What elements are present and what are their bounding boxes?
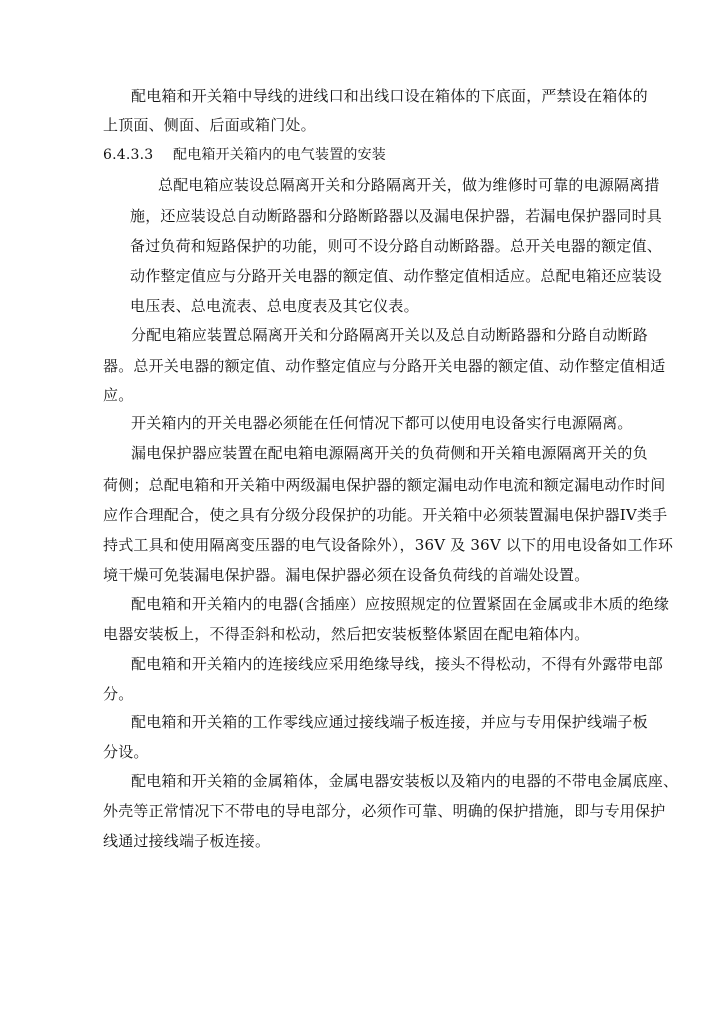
- paragraph-4-line-1: 开关箱内的开关电器必须能在任何情况下都可以使用电设备实行电源隔离。: [131, 414, 633, 432]
- paragraph-3-line-3: 应。: [103, 386, 134, 404]
- paragraph-9-line-2: 外壳等正常情况下不带电的导电部分，必须作可靠、明确的保护措施，即与专用保护: [103, 802, 666, 820]
- paragraph-6-line-2: 电器安装板上，不得歪斜和松动，然后把安装板整体紧固在配电箱体内。: [103, 625, 590, 643]
- paragraph-6-line-1: 配电箱和开关箱内的电器(含插座）应按照规定的位置紧固在金属或非木质的绝缘: [131, 595, 670, 613]
- paragraph-1-line-2: 上顶面、侧面、后面或箱门处。: [103, 116, 316, 134]
- section-number: 6.4.3.3: [103, 147, 154, 163]
- paragraph-2-line-5: 电压表、总电流表、总电度表及其它仪表。: [130, 297, 419, 315]
- paragraph-5-line-1: 漏电保护器应装置在配电箱电源隔离开关的负荷侧和开关箱电源隔离开关的负: [131, 444, 648, 462]
- paragraph-5-line-4: 持式工具和使用隔离变压器的电气设备除外），36V 及 36V 以下的用电设备如工作环: [103, 536, 674, 554]
- section-title: 配电箱开关箱内的电气装置的安装: [173, 147, 386, 163]
- paragraph-2-line-1: 总配电箱应装设总隔离开关和分路隔离开关，做为维修时可靠的电源隔离措: [158, 176, 660, 194]
- paragraph-5-line-5: 境干燥可免装漏电保护器。漏电保护器必须在设备负荷线的首端处设置。: [103, 566, 590, 584]
- paragraph-5-line-2: 荷侧；总配电箱和开关箱中两级漏电保护器的额定漏电动作电流和额定漏电动作时间: [103, 476, 666, 494]
- paragraph-3-line-1: 分配电箱应装置总隔离开关和分路隔离开关以及总自动断路器和分路自动断路: [131, 326, 648, 344]
- paragraph-7-line-2: 分。: [103, 685, 134, 703]
- paragraph-8-line-2: 分设。: [103, 743, 149, 761]
- paragraph-5-line-3: 应作合理配合，使之具有分级分段保护的功能。开关箱中必须装置漏电保护器IV类手: [103, 506, 668, 524]
- paragraph-2-line-4: 动作整定值应与分路开关电器的额定值、动作整定值相适应。总配电箱还应装设: [130, 267, 663, 285]
- paragraph-8-line-1: 配电箱和开关箱的工作零线应通过接线端子板连接，并应与专用保护线端子板: [131, 713, 648, 731]
- paragraph-9-line-3: 线通过接线端子板连接。: [103, 832, 271, 850]
- paragraph-2-line-3: 备过负荷和短路保护的功能，则可不设分路自动断路器。总开关电器的额定值、: [130, 237, 663, 255]
- paragraph-1-line-1: 配电箱和开关箱中导线的进线口和出线口设在箱体的下底面，严禁设在箱体的: [131, 87, 648, 105]
- paragraph-2-line-2: 施，还应装设总自动断路器和分路断路器以及漏电保护器，若漏电保护器同时具: [130, 207, 663, 225]
- paragraph-3-line-2: 器。总开关电器的额定值、动作整定值应与分路开关电器的额定值、动作整定值相适: [103, 357, 666, 375]
- paragraph-9-line-1: 配电箱和开关箱的金属箱体，金属电器安装板以及箱内的电器的不带电金属底座、: [131, 772, 679, 790]
- paragraph-7-line-1: 配电箱和开关箱内的连接线应采用绝缘导线，接头不得松动，不得有外露带电部: [131, 655, 664, 673]
